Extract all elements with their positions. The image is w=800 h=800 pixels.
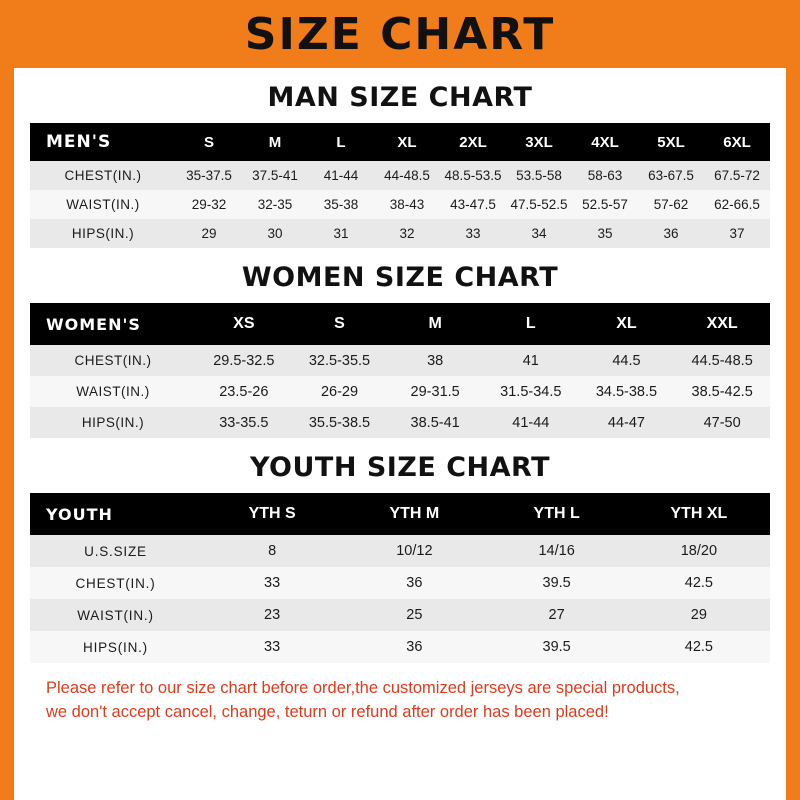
youth-row-chest-label: CHEST(IN.) (30, 567, 201, 599)
table-row (30, 599, 770, 631)
men-row-hips-label: HIPS(IN.) (30, 219, 176, 248)
women-row-hips-label: HIPS(IN.) (30, 407, 196, 438)
table-cell: 35.5-38.5 (292, 407, 388, 438)
men-header-xl: XL (374, 123, 440, 161)
table-cell: 34 (506, 219, 572, 248)
table-row (30, 376, 770, 407)
women-size-table (30, 303, 770, 438)
table-cell: 26-29 (292, 376, 388, 407)
order-notice (46, 677, 754, 725)
table-cell: 42.5 (628, 631, 770, 663)
table-cell: 38 (387, 345, 483, 376)
table-cell: 41-44 (483, 407, 579, 438)
table-cell: 35-38 (308, 190, 374, 219)
youth-table-body (30, 535, 770, 663)
table-cell: 31.5-34.5 (483, 376, 579, 407)
men-section-title: MAN SIZE CHART (267, 82, 533, 113)
table-cell: 31 (308, 219, 374, 248)
men-header-s: S (176, 123, 242, 161)
men-table-head (30, 123, 770, 161)
table-cell: 27 (486, 599, 628, 631)
table-cell: 63-67.5 (638, 161, 704, 190)
women-header-xl: XL (579, 303, 675, 345)
table-row (30, 345, 770, 376)
table-row (30, 567, 770, 599)
table-cell: 52.5-57 (572, 190, 638, 219)
youth-row-ussize-label: U.S.SIZE (30, 535, 201, 567)
men-header-3xl: 3XL (506, 123, 572, 161)
table-cell: 44.5 (579, 345, 675, 376)
youth-header-m: YTH M (343, 493, 485, 535)
men-header-label: MEN'S (30, 123, 176, 161)
table-cell: 32.5-35.5 (292, 345, 388, 376)
youth-header-xl: YTH XL (628, 493, 770, 535)
youth-header-l: YTH L (486, 493, 628, 535)
table-cell: 58-63 (572, 161, 638, 190)
table-row (30, 407, 770, 438)
women-row-waist-label: WAIST(IN.) (30, 376, 196, 407)
page-title: SIZE CHART (244, 8, 556, 60)
youth-header-s: YTH S (201, 493, 343, 535)
table-cell: 44-47 (579, 407, 675, 438)
men-size-table (30, 123, 770, 248)
table-cell: 47-50 (674, 407, 770, 438)
table-cell: 62-66.5 (704, 190, 770, 219)
women-section-title: WOMEN SIZE CHART (241, 262, 559, 293)
table-cell: 34.5-38.5 (579, 376, 675, 407)
table-cell: 33 (201, 567, 343, 599)
table-row (30, 161, 770, 190)
table-cell: 36 (343, 567, 485, 599)
youth-header-label: YOUTH (30, 493, 201, 535)
women-table-body (30, 345, 770, 438)
table-cell: 43-47.5 (440, 190, 506, 219)
table-cell: 37.5-41 (242, 161, 308, 190)
men-header-2xl: 2XL (440, 123, 506, 161)
youth-table-head (30, 493, 770, 535)
table-cell: 8 (201, 535, 343, 567)
table-cell: 44.5-48.5 (674, 345, 770, 376)
table-cell: 14/16 (486, 535, 628, 567)
table-cell: 29-31.5 (387, 376, 483, 407)
women-header-m: M (387, 303, 483, 345)
table-cell: 29.5-32.5 (196, 345, 292, 376)
table-cell: 10/12 (343, 535, 485, 567)
men-header-4xl: 4XL (572, 123, 638, 161)
table-cell: 38.5-42.5 (674, 376, 770, 407)
table-cell: 32-35 (242, 190, 308, 219)
table-cell: 53.5-58 (506, 161, 572, 190)
women-table-head (30, 303, 770, 345)
table-row (30, 631, 770, 663)
table-cell: 33 (440, 219, 506, 248)
women-header-xxl: XXL (674, 303, 770, 345)
table-cell: 41-44 (308, 161, 374, 190)
women-header-label: WOMEN'S (30, 303, 196, 345)
men-row-chest-label: CHEST(IN.) (30, 161, 176, 190)
table-row (30, 190, 770, 219)
youth-section-title: YOUTH SIZE CHART (249, 452, 551, 483)
table-cell: 29-32 (176, 190, 242, 219)
table-cell: 36 (638, 219, 704, 248)
table-cell: 48.5-53.5 (440, 161, 506, 190)
notice-line-2: we don't accept cancel, change, teturn or refund after order has been placed! (46, 702, 609, 721)
table-cell: 67.5-72 (704, 161, 770, 190)
table-cell: 30 (242, 219, 308, 248)
table-cell: 42.5 (628, 567, 770, 599)
men-header-m: M (242, 123, 308, 161)
table-row (30, 535, 770, 567)
women-header-s: S (292, 303, 388, 345)
women-row-chest-label: CHEST(IN.) (30, 345, 196, 376)
men-table-body (30, 161, 770, 248)
men-header-5xl: 5XL (638, 123, 704, 161)
table-cell: 23 (201, 599, 343, 631)
table-cell: 47.5-52.5 (506, 190, 572, 219)
table-cell: 36 (343, 631, 485, 663)
youth-size-table (30, 493, 770, 663)
men-header-6xl: 6XL (704, 123, 770, 161)
table-cell: 44-48.5 (374, 161, 440, 190)
table-cell: 35 (572, 219, 638, 248)
men-header-l: L (308, 123, 374, 161)
youth-row-hips-label: HIPS(IN.) (30, 631, 201, 663)
table-cell: 41 (483, 345, 579, 376)
table-cell: 39.5 (486, 631, 628, 663)
table-cell: 23.5-26 (196, 376, 292, 407)
table-cell: 38-43 (374, 190, 440, 219)
table-row (30, 219, 770, 248)
table-cell: 25 (343, 599, 485, 631)
table-cell: 29 (176, 219, 242, 248)
table-cell: 57-62 (638, 190, 704, 219)
page-banner (0, 0, 800, 68)
men-row-waist-label: WAIST(IN.) (30, 190, 176, 219)
women-header-l: L (483, 303, 579, 345)
chart-content (14, 82, 786, 725)
youth-row-waist-label: WAIST(IN.) (30, 599, 201, 631)
table-header-row (30, 303, 770, 345)
notice-line-1: Please refer to our size chart before order,the customized jerseys are special products, (46, 679, 680, 697)
table-cell: 18/20 (628, 535, 770, 567)
table-cell: 32 (374, 219, 440, 248)
table-cell: 33 (201, 631, 343, 663)
table-cell: 29 (628, 599, 770, 631)
table-cell: 38.5-41 (387, 407, 483, 438)
table-header-row (30, 493, 770, 535)
women-header-xs: XS (196, 303, 292, 345)
table-cell: 35-37.5 (176, 161, 242, 190)
table-cell: 39.5 (486, 567, 628, 599)
table-header-row (30, 123, 770, 161)
table-cell: 33-35.5 (196, 407, 292, 438)
table-cell: 37 (704, 219, 770, 248)
